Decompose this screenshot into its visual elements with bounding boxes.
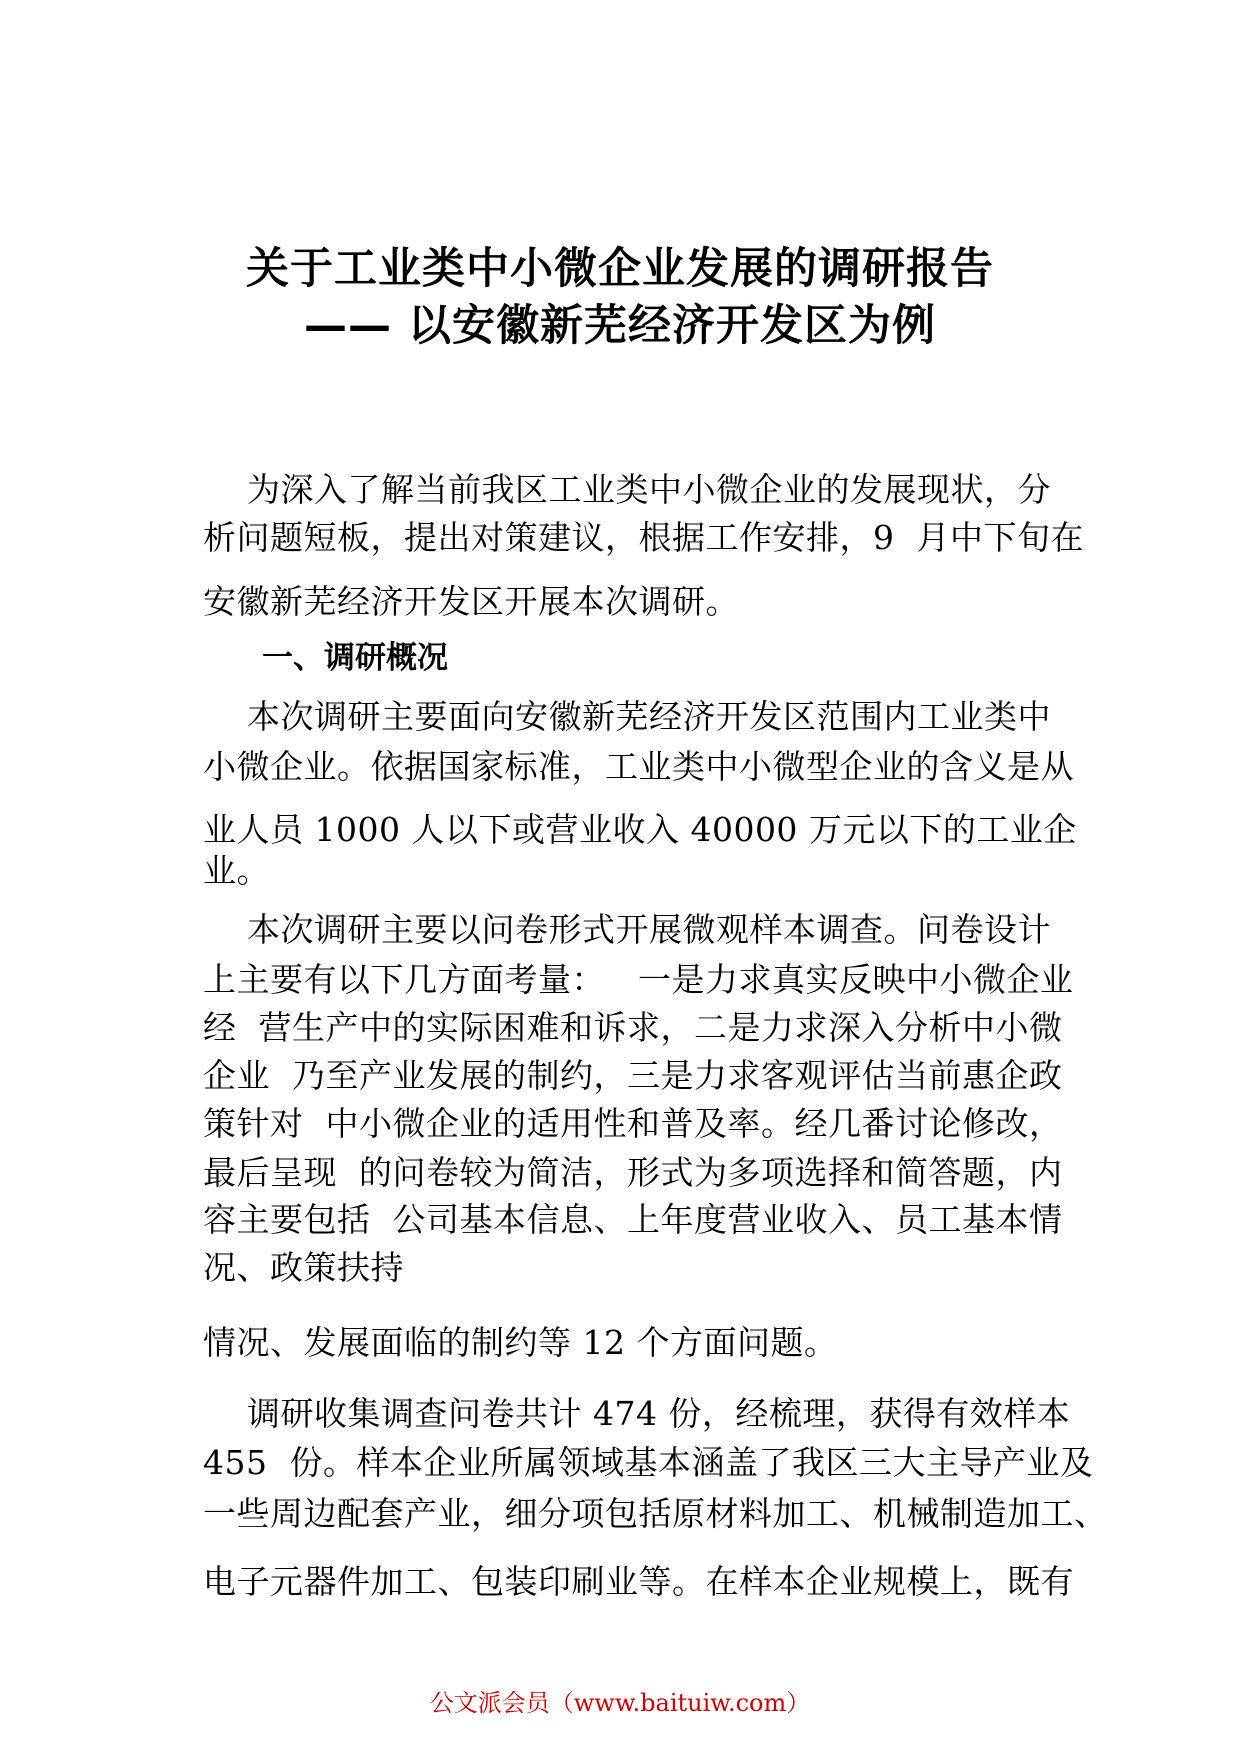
paragraph-line: 经 营生产中的实际困难和诉求，二是力求深入分析中小微: [203, 1008, 1063, 1047]
section-heading: 一、调研概况: [262, 640, 448, 676]
paragraph-line: 最后呈现 的问卷较为简洁，形式为多项选择和简答题，内: [203, 1153, 1063, 1192]
paragraph-line: 企业 乃至产业发展的制约，三是力求客观评估当前惠企政: [203, 1056, 1063, 1095]
paragraph-line: 析问题短板，提出对策建议，根据工作安排，9 月中下旬在: [203, 518, 1084, 557]
paragraph-line: 业人员 1000 人以下或营业收入 40000 万元以下的工业企: [203, 810, 1077, 849]
paragraph-line: 455 份。样本企业所属领域基本涵盖了我区三大主导产业及: [203, 1443, 1094, 1482]
paragraph-line: 调研收集调查问卷共计 474 份，经梳理，获得有效样本: [203, 1394, 1071, 1433]
document-subtitle: —— 以安徽新芜经济开发区为例: [304, 301, 936, 351]
paragraph-line: 业。: [203, 851, 270, 890]
paragraph-line: 况、政策扶持: [203, 1248, 404, 1287]
paragraph-line: 情况、发展面临的制约等 12 个方面问题。: [203, 1323, 838, 1362]
paragraph-line: 一些周边配套产业，细分项包括原材料加工、机械制造加工、: [203, 1494, 1108, 1533]
document-title: 关于工业类中小微企业发展的调研报告: [246, 244, 994, 294]
paragraph-line: 本次调研主要以问卷形式开展微观样本调查。问卷设计: [203, 910, 1051, 949]
paragraph-line: 本次调研主要面向安徽新芜经济开发区范围内工业类中: [203, 697, 1051, 736]
paragraph-line: 安徽新芜经济开发区开展本次调研。: [203, 582, 739, 621]
paragraph-line: 为深入了解当前我区工业类中小微企业的发展现状，分: [203, 470, 1051, 509]
paragraph-line: 上主要有以下几方面考量： 一是力求真实反映中小微企业: [203, 960, 1074, 999]
footer-watermark: 公文派会员（www.baituiw.com）: [429, 1689, 811, 1717]
paragraph-line: 小微企业。依据国家标准，工业类中小微型企业的含义是从: [203, 747, 1074, 786]
paragraph-line: 容主要包括 公司基本信息、上年度营业收入、员工基本情: [203, 1200, 1063, 1239]
paragraph-line: 策针对 中小微企业的适用性和普及率。经几番讨论修改，: [203, 1104, 1063, 1143]
paragraph-line: 电子元器件加工、包装印刷业等。在样本企业规模上，既有: [203, 1562, 1074, 1601]
